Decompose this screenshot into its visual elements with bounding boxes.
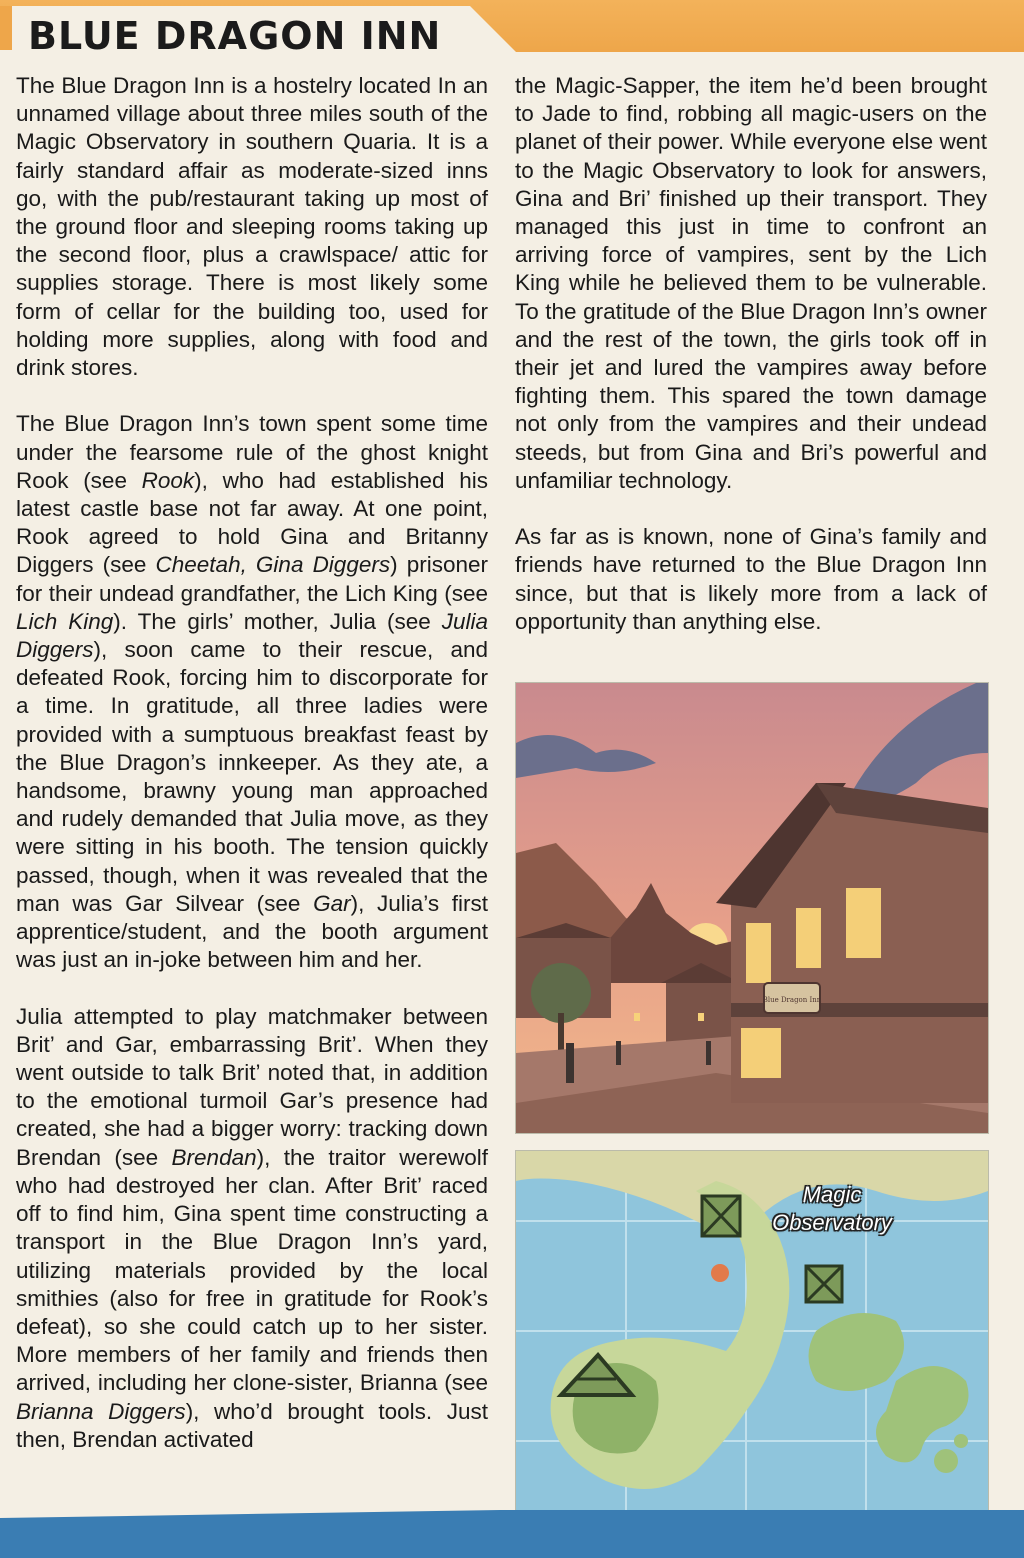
- observatory-marker: [702, 1196, 740, 1236]
- cross-reference: Lich King: [16, 608, 114, 634]
- paragraph: The Blue Dragon Inn is a hostelry located In an unnamed village about three miles south of the Magic Observatory in southern Quaria. It is a fairly standard affair as moderate-sized inns go, with the pub/restaurant taking up most of the ground floor and sleeping rooms taking up the second floor, plus a crawlspace/ attic for supplies storage. There is most likely some form of cellar for the building too, used for holding more supplies, along with food and drink stores.: [16, 73, 488, 381]
- inn-window: [846, 888, 881, 958]
- inn-location-dot: [711, 1264, 729, 1282]
- cross-reference: Brianna Diggers: [16, 1398, 186, 1424]
- bottom-band: [0, 1510, 1024, 1558]
- figure: [706, 1041, 711, 1065]
- islet: [934, 1449, 958, 1473]
- inn-illustration: [515, 682, 989, 1134]
- figure: [566, 1043, 574, 1083]
- window: [698, 1013, 704, 1021]
- right-column: [515, 72, 987, 664]
- inn-window: [746, 923, 771, 983]
- paragraph: The Blue Dragon Inn’s town spent some time under the fearsome rule of the ghost knight Rook (see Rook), who had established his latest castle base not far away. At one point, Rook agreed to hold Gina and Britanny Diggers (see Cheetah, Gina Diggers) prisoner for their undead grandfather, the Lich King (see Lich King). The girls’ mother, Julia (see Julia Diggers), soon came to their rescue, and defeated Rook, forcing him to discorporate for a time. In gratitude, all three ladies were provided with a sumptuous breakfast feast by the Blue Dragon’s innkeeper. As they ate, a handsome, brawny young man approached and rudely demanded that Julia move, as they were sitting in his booth. The tension quickly passed, though, when it was revealed that the man was Gar Silvear (see Gar), Julia’s first apprentice/student, and the booth argument was just an in-joke between him and her.: [16, 411, 488, 973]
- inn-window: [741, 1028, 781, 1078]
- cross-reference: Cheetah, Gina Diggers: [155, 552, 391, 578]
- left-column: [16, 72, 488, 1482]
- location-marker: [806, 1266, 842, 1302]
- inn-sign-text: Blue Dragon Inn: [762, 996, 822, 1004]
- cross-reference: Julia Diggers: [16, 608, 488, 663]
- window: [634, 1013, 640, 1021]
- cross-reference: Gar: [313, 890, 351, 916]
- inn-window: [796, 908, 821, 968]
- paragraph: As far as is known, none of Gina’s family and friends have returned to the Blue Dragon Inn since, but that is likely more from a lack of opportunity than anything else.: [515, 524, 987, 634]
- region-map: [515, 1150, 989, 1516]
- paragraph: the Magic-Sapper, the item he’d been brought to Jade to find, robbing all magic-users on the planet of their power. While everyone else went to the Magic Observatory to look for answers, Gina and Bri’ finished up their transport. They managed this just in time to confront an arriving force of vampires, sent by the Lich King while he believed them to be vulnerable. To the gratitude of the Blue Dragon Inn’s owner and the rest of the town, the girls took off in their jet and lured the vampires away before fighting them. This spared the town damage not only from the vampires and their undead steeds, but from Gina and Bri’s powerful and unfamiliar technology.: [515, 73, 987, 493]
- page-title: BLUE DRAGON INN: [28, 14, 442, 58]
- islet: [954, 1434, 968, 1448]
- title-accent: [0, 6, 12, 50]
- cross-reference: Rook: [141, 467, 195, 493]
- figure: [616, 1041, 621, 1065]
- inn-scene: [516, 683, 988, 1133]
- map-label: Magic Observatory: [772, 1182, 892, 1235]
- cross-reference: Brendan: [171, 1144, 257, 1170]
- paragraph: Julia attempted to play matchmaker between Brit’ and Gar, embarrassing Brit’. When they went outside to talk Brit’ noted that, in addition to the emotional turmoil Gar’s presence had created, she had a bigger worry: tracking down Brendan (see Brendan), the traitor werewolf who had destroyed her clan. After Brit’ raced off to find him, Gina spent time constructing a transport in the Blue Dragon Inn’s yard, utilizing materials provided by the local smithies (also for free in gratitude for Rook’s defeat), so she could catch up to her sister. More members of her family and friends then arrived, including her clone-sister, Brianna (see Brianna Diggers), who’d brought tools. Just then, Brendan activated: [16, 1003, 488, 1452]
